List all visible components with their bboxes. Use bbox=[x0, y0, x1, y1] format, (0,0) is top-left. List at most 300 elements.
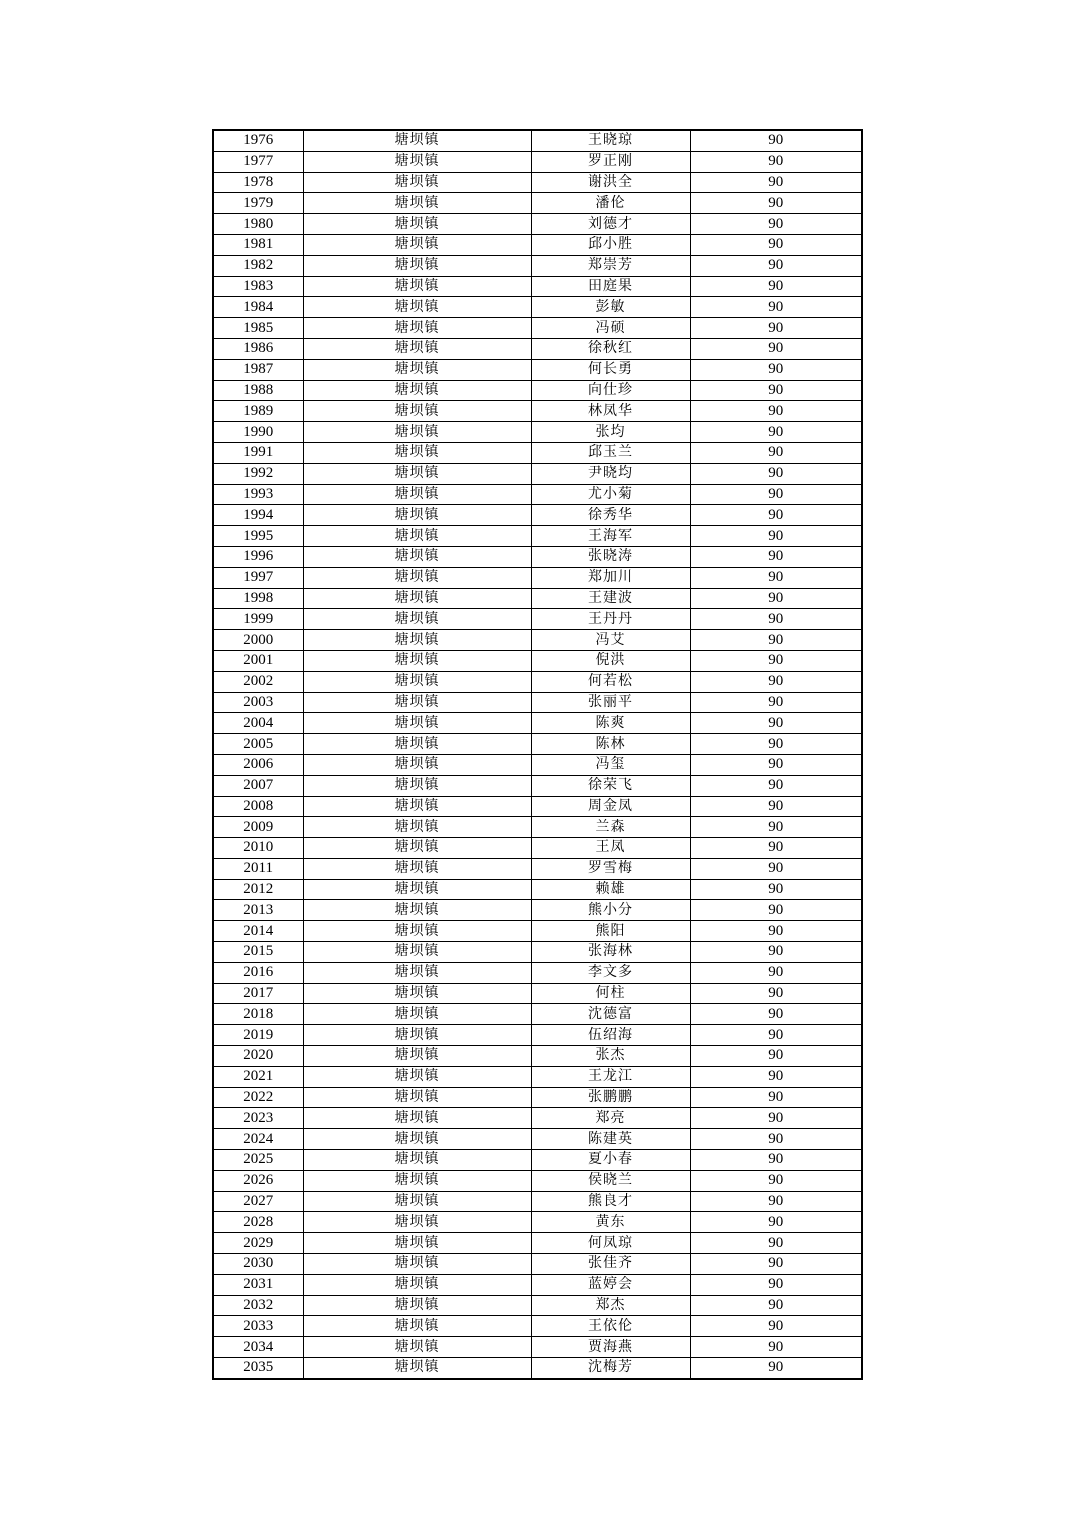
amount-cell: 90 bbox=[690, 130, 862, 151]
table-row bbox=[213, 900, 862, 921]
row-number-cell: 2033 bbox=[213, 1316, 303, 1337]
person-name-cell: 张佳齐 bbox=[531, 1254, 690, 1275]
amount-cell: 90 bbox=[690, 1358, 862, 1379]
table-row bbox=[213, 442, 862, 463]
person-name-cell: 向仕珍 bbox=[531, 380, 690, 401]
roster-table bbox=[212, 129, 863, 1380]
row-number-cell: 1993 bbox=[213, 484, 303, 505]
table-row bbox=[213, 858, 862, 879]
amount-cell: 90 bbox=[690, 1066, 862, 1087]
town-cell: 塘坝镇 bbox=[303, 1129, 531, 1150]
amount-cell: 90 bbox=[690, 775, 862, 796]
person-name-cell: 熊阳 bbox=[531, 921, 690, 942]
person-name-cell: 潘伦 bbox=[531, 193, 690, 214]
table-row bbox=[213, 172, 862, 193]
amount-cell: 90 bbox=[690, 692, 862, 713]
person-name-cell: 蓝婷会 bbox=[531, 1274, 690, 1295]
row-number-cell: 2002 bbox=[213, 671, 303, 692]
row-number-cell: 1998 bbox=[213, 588, 303, 609]
row-number-cell: 2032 bbox=[213, 1295, 303, 1316]
amount-cell: 90 bbox=[690, 838, 862, 859]
amount-cell: 90 bbox=[690, 338, 862, 359]
row-number-cell: 1991 bbox=[213, 442, 303, 463]
table-row bbox=[213, 942, 862, 963]
table-row bbox=[213, 713, 862, 734]
row-number-cell: 1982 bbox=[213, 255, 303, 276]
person-name-cell: 兰森 bbox=[531, 817, 690, 838]
row-number-cell: 2034 bbox=[213, 1337, 303, 1358]
table-row bbox=[213, 380, 862, 401]
amount-cell: 90 bbox=[690, 796, 862, 817]
person-name-cell: 田庭果 bbox=[531, 276, 690, 297]
row-number-cell: 2027 bbox=[213, 1191, 303, 1212]
row-number-cell: 2023 bbox=[213, 1108, 303, 1129]
row-number-cell: 1983 bbox=[213, 276, 303, 297]
person-name-cell: 陈建英 bbox=[531, 1129, 690, 1150]
amount-cell: 90 bbox=[690, 858, 862, 879]
amount-cell: 90 bbox=[690, 1087, 862, 1108]
amount-cell: 90 bbox=[690, 1150, 862, 1171]
table-row bbox=[213, 775, 862, 796]
row-number-cell: 2025 bbox=[213, 1150, 303, 1171]
row-number-cell: 1992 bbox=[213, 463, 303, 484]
amount-cell: 90 bbox=[690, 1295, 862, 1316]
table-row bbox=[213, 692, 862, 713]
town-cell: 塘坝镇 bbox=[303, 297, 531, 318]
amount-cell: 90 bbox=[690, 318, 862, 339]
table-row bbox=[213, 671, 862, 692]
table-row bbox=[213, 546, 862, 567]
town-cell: 塘坝镇 bbox=[303, 318, 531, 339]
amount-cell: 90 bbox=[690, 234, 862, 255]
table-row bbox=[213, 1108, 862, 1129]
amount-cell: 90 bbox=[690, 630, 862, 651]
row-number-cell: 2030 bbox=[213, 1254, 303, 1275]
amount-cell: 90 bbox=[690, 900, 862, 921]
table-row bbox=[213, 1316, 862, 1337]
row-number-cell: 1985 bbox=[213, 318, 303, 339]
person-name-cell: 张丽平 bbox=[531, 692, 690, 713]
town-cell: 塘坝镇 bbox=[303, 1191, 531, 1212]
town-cell: 塘坝镇 bbox=[303, 1212, 531, 1233]
row-number-cell: 1980 bbox=[213, 214, 303, 235]
person-name-cell: 熊小分 bbox=[531, 900, 690, 921]
row-number-cell: 1988 bbox=[213, 380, 303, 401]
row-number-cell: 2035 bbox=[213, 1358, 303, 1379]
amount-cell: 90 bbox=[690, 214, 862, 235]
table-row bbox=[213, 838, 862, 859]
table-row bbox=[213, 276, 862, 297]
row-number-cell: 1979 bbox=[213, 193, 303, 214]
amount-cell: 90 bbox=[690, 713, 862, 734]
person-name-cell: 熊良才 bbox=[531, 1191, 690, 1212]
amount-cell: 90 bbox=[690, 1337, 862, 1358]
table-row bbox=[213, 130, 862, 151]
amount-cell: 90 bbox=[690, 671, 862, 692]
table-row bbox=[213, 214, 862, 235]
row-number-cell: 2024 bbox=[213, 1129, 303, 1150]
table-row bbox=[213, 983, 862, 1004]
person-name-cell: 沈梅芳 bbox=[531, 1358, 690, 1379]
town-cell: 塘坝镇 bbox=[303, 338, 531, 359]
row-number-cell: 2014 bbox=[213, 921, 303, 942]
person-name-cell: 陈爽 bbox=[531, 713, 690, 734]
town-cell: 塘坝镇 bbox=[303, 359, 531, 380]
person-name-cell: 王建波 bbox=[531, 588, 690, 609]
town-cell: 塘坝镇 bbox=[303, 754, 531, 775]
person-name-cell: 张鹏鹏 bbox=[531, 1087, 690, 1108]
amount-cell: 90 bbox=[690, 921, 862, 942]
amount-cell: 90 bbox=[690, 1046, 862, 1067]
table-row bbox=[213, 484, 862, 505]
town-cell: 塘坝镇 bbox=[303, 422, 531, 443]
person-name-cell: 何长勇 bbox=[531, 359, 690, 380]
table-row bbox=[213, 1274, 862, 1295]
town-cell: 塘坝镇 bbox=[303, 484, 531, 505]
town-cell: 塘坝镇 bbox=[303, 630, 531, 651]
table-row bbox=[213, 734, 862, 755]
table-row bbox=[213, 1337, 862, 1358]
town-cell: 塘坝镇 bbox=[303, 962, 531, 983]
table-row bbox=[213, 1191, 862, 1212]
town-cell: 塘坝镇 bbox=[303, 151, 531, 172]
row-number-cell: 2021 bbox=[213, 1066, 303, 1087]
person-name-cell: 尤小菊 bbox=[531, 484, 690, 505]
town-cell: 塘坝镇 bbox=[303, 526, 531, 547]
row-number-cell: 2018 bbox=[213, 1004, 303, 1025]
row-number-cell: 2009 bbox=[213, 817, 303, 838]
table-row bbox=[213, 151, 862, 172]
person-name-cell: 何凤琼 bbox=[531, 1233, 690, 1254]
amount-cell: 90 bbox=[690, 650, 862, 671]
person-name-cell: 郑加川 bbox=[531, 567, 690, 588]
town-cell: 塘坝镇 bbox=[303, 1358, 531, 1379]
table-row bbox=[213, 567, 862, 588]
table-row bbox=[213, 338, 862, 359]
person-name-cell: 刘德才 bbox=[531, 214, 690, 235]
table-row bbox=[213, 318, 862, 339]
table-row bbox=[213, 422, 862, 443]
amount-cell: 90 bbox=[690, 1254, 862, 1275]
person-name-cell: 郑崇芳 bbox=[531, 255, 690, 276]
amount-cell: 90 bbox=[690, 442, 862, 463]
amount-cell: 90 bbox=[690, 255, 862, 276]
town-cell: 塘坝镇 bbox=[303, 214, 531, 235]
town-cell: 塘坝镇 bbox=[303, 1274, 531, 1295]
amount-cell: 90 bbox=[690, 193, 862, 214]
person-name-cell: 罗雪梅 bbox=[531, 858, 690, 879]
row-number-cell: 1989 bbox=[213, 401, 303, 422]
table-row bbox=[213, 359, 862, 380]
person-name-cell: 冯硕 bbox=[531, 318, 690, 339]
row-number-cell: 1978 bbox=[213, 172, 303, 193]
table-row bbox=[213, 401, 862, 422]
town-cell: 塘坝镇 bbox=[303, 234, 531, 255]
person-name-cell: 冯艾 bbox=[531, 630, 690, 651]
table-row bbox=[213, 962, 862, 983]
person-name-cell: 沈德富 bbox=[531, 1004, 690, 1025]
town-cell: 塘坝镇 bbox=[303, 588, 531, 609]
person-name-cell: 何若松 bbox=[531, 671, 690, 692]
amount-cell: 90 bbox=[690, 1274, 862, 1295]
town-cell: 塘坝镇 bbox=[303, 463, 531, 484]
row-number-cell: 2006 bbox=[213, 754, 303, 775]
roster-table-body bbox=[213, 130, 862, 1379]
person-name-cell: 罗正刚 bbox=[531, 151, 690, 172]
town-cell: 塘坝镇 bbox=[303, 817, 531, 838]
person-name-cell: 徐秋红 bbox=[531, 338, 690, 359]
person-name-cell: 郑杰 bbox=[531, 1295, 690, 1316]
row-number-cell: 2005 bbox=[213, 734, 303, 755]
town-cell: 塘坝镇 bbox=[303, 983, 531, 1004]
table-row bbox=[213, 1170, 862, 1191]
amount-cell: 90 bbox=[690, 484, 862, 505]
amount-cell: 90 bbox=[690, 609, 862, 630]
town-cell: 塘坝镇 bbox=[303, 671, 531, 692]
town-cell: 塘坝镇 bbox=[303, 734, 531, 755]
town-cell: 塘坝镇 bbox=[303, 546, 531, 567]
amount-cell: 90 bbox=[690, 546, 862, 567]
amount-cell: 90 bbox=[690, 422, 862, 443]
town-cell: 塘坝镇 bbox=[303, 713, 531, 734]
town-cell: 塘坝镇 bbox=[303, 692, 531, 713]
town-cell: 塘坝镇 bbox=[303, 1004, 531, 1025]
amount-cell: 90 bbox=[690, 1108, 862, 1129]
amount-cell: 90 bbox=[690, 297, 862, 318]
town-cell: 塘坝镇 bbox=[303, 172, 531, 193]
person-name-cell: 贾海燕 bbox=[531, 1337, 690, 1358]
table-row bbox=[213, 1295, 862, 1316]
amount-cell: 90 bbox=[690, 359, 862, 380]
row-number-cell: 1990 bbox=[213, 422, 303, 443]
amount-cell: 90 bbox=[690, 588, 862, 609]
town-cell: 塘坝镇 bbox=[303, 442, 531, 463]
row-number-cell: 2019 bbox=[213, 1025, 303, 1046]
table-row bbox=[213, 796, 862, 817]
row-number-cell: 1996 bbox=[213, 546, 303, 567]
amount-cell: 90 bbox=[690, 380, 862, 401]
row-number-cell: 1987 bbox=[213, 359, 303, 380]
amount-cell: 90 bbox=[690, 1316, 862, 1337]
town-cell: 塘坝镇 bbox=[303, 1170, 531, 1191]
town-cell: 塘坝镇 bbox=[303, 130, 531, 151]
person-name-cell: 王丹丹 bbox=[531, 609, 690, 630]
person-name-cell: 林凤华 bbox=[531, 401, 690, 422]
town-cell: 塘坝镇 bbox=[303, 1337, 531, 1358]
amount-cell: 90 bbox=[690, 734, 862, 755]
person-name-cell: 张杰 bbox=[531, 1046, 690, 1067]
person-name-cell: 张海林 bbox=[531, 942, 690, 963]
table-row bbox=[213, 1254, 862, 1275]
amount-cell: 90 bbox=[690, 505, 862, 526]
person-name-cell: 冯玺 bbox=[531, 754, 690, 775]
table-row bbox=[213, 255, 862, 276]
row-number-cell: 1986 bbox=[213, 338, 303, 359]
person-name-cell: 徐荣飞 bbox=[531, 775, 690, 796]
row-number-cell: 2026 bbox=[213, 1170, 303, 1191]
town-cell: 塘坝镇 bbox=[303, 879, 531, 900]
town-cell: 塘坝镇 bbox=[303, 1046, 531, 1067]
amount-cell: 90 bbox=[690, 401, 862, 422]
table-row bbox=[213, 505, 862, 526]
amount-cell: 90 bbox=[690, 1170, 862, 1191]
town-cell: 塘坝镇 bbox=[303, 1108, 531, 1129]
amount-cell: 90 bbox=[690, 1129, 862, 1150]
row-number-cell: 2001 bbox=[213, 650, 303, 671]
row-number-cell: 1984 bbox=[213, 297, 303, 318]
table-row bbox=[213, 921, 862, 942]
amount-cell: 90 bbox=[690, 276, 862, 297]
amount-cell: 90 bbox=[690, 817, 862, 838]
town-cell: 塘坝镇 bbox=[303, 401, 531, 422]
person-name-cell: 何柱 bbox=[531, 983, 690, 1004]
person-name-cell: 王晓琼 bbox=[531, 130, 690, 151]
table-row bbox=[213, 1046, 862, 1067]
town-cell: 塘坝镇 bbox=[303, 921, 531, 942]
town-cell: 塘坝镇 bbox=[303, 1295, 531, 1316]
town-cell: 塘坝镇 bbox=[303, 505, 531, 526]
person-name-cell: 伍绍海 bbox=[531, 1025, 690, 1046]
town-cell: 塘坝镇 bbox=[303, 1087, 531, 1108]
table-row bbox=[213, 526, 862, 547]
row-number-cell: 1994 bbox=[213, 505, 303, 526]
person-name-cell: 赖雄 bbox=[531, 879, 690, 900]
row-number-cell: 2012 bbox=[213, 879, 303, 900]
amount-cell: 90 bbox=[690, 1191, 862, 1212]
table-row bbox=[213, 1129, 862, 1150]
town-cell: 塘坝镇 bbox=[303, 1254, 531, 1275]
row-number-cell: 2028 bbox=[213, 1212, 303, 1233]
town-cell: 塘坝镇 bbox=[303, 1150, 531, 1171]
amount-cell: 90 bbox=[690, 879, 862, 900]
town-cell: 塘坝镇 bbox=[303, 1316, 531, 1337]
town-cell: 塘坝镇 bbox=[303, 1233, 531, 1254]
person-name-cell: 谢洪全 bbox=[531, 172, 690, 193]
amount-cell: 90 bbox=[690, 567, 862, 588]
town-cell: 塘坝镇 bbox=[303, 609, 531, 630]
table-row bbox=[213, 1066, 862, 1087]
row-number-cell: 1997 bbox=[213, 567, 303, 588]
table-row bbox=[213, 754, 862, 775]
amount-cell: 90 bbox=[690, 1212, 862, 1233]
amount-cell: 90 bbox=[690, 1233, 862, 1254]
row-number-cell: 2000 bbox=[213, 630, 303, 651]
row-number-cell: 1995 bbox=[213, 526, 303, 547]
town-cell: 塘坝镇 bbox=[303, 775, 531, 796]
town-cell: 塘坝镇 bbox=[303, 567, 531, 588]
amount-cell: 90 bbox=[690, 942, 862, 963]
amount-cell: 90 bbox=[690, 151, 862, 172]
person-name-cell: 徐秀华 bbox=[531, 505, 690, 526]
town-cell: 塘坝镇 bbox=[303, 942, 531, 963]
person-name-cell: 夏小春 bbox=[531, 1150, 690, 1171]
table-row bbox=[213, 1087, 862, 1108]
row-number-cell: 2003 bbox=[213, 692, 303, 713]
town-cell: 塘坝镇 bbox=[303, 276, 531, 297]
row-number-cell: 2015 bbox=[213, 942, 303, 963]
amount-cell: 90 bbox=[690, 962, 862, 983]
amount-cell: 90 bbox=[690, 463, 862, 484]
table-row bbox=[213, 463, 862, 484]
table-row bbox=[213, 879, 862, 900]
table-row bbox=[213, 234, 862, 255]
row-number-cell: 1977 bbox=[213, 151, 303, 172]
town-cell: 塘坝镇 bbox=[303, 900, 531, 921]
row-number-cell: 2016 bbox=[213, 962, 303, 983]
row-number-cell: 1999 bbox=[213, 609, 303, 630]
person-name-cell: 郑亮 bbox=[531, 1108, 690, 1129]
town-cell: 塘坝镇 bbox=[303, 193, 531, 214]
amount-cell: 90 bbox=[690, 526, 862, 547]
table-row bbox=[213, 1004, 862, 1025]
table-row bbox=[213, 609, 862, 630]
row-number-cell: 2029 bbox=[213, 1233, 303, 1254]
person-name-cell: 陈林 bbox=[531, 734, 690, 755]
table-row bbox=[213, 1233, 862, 1254]
amount-cell: 90 bbox=[690, 983, 862, 1004]
table-row bbox=[213, 650, 862, 671]
row-number-cell: 2013 bbox=[213, 900, 303, 921]
person-name-cell: 张均 bbox=[531, 422, 690, 443]
town-cell: 塘坝镇 bbox=[303, 1066, 531, 1087]
person-name-cell: 李文多 bbox=[531, 962, 690, 983]
table-row bbox=[213, 817, 862, 838]
row-number-cell: 1976 bbox=[213, 130, 303, 151]
row-number-cell: 2020 bbox=[213, 1046, 303, 1067]
table-row bbox=[213, 1025, 862, 1046]
row-number-cell: 2011 bbox=[213, 858, 303, 879]
person-name-cell: 周金凤 bbox=[531, 796, 690, 817]
row-number-cell: 2022 bbox=[213, 1087, 303, 1108]
person-name-cell: 邱小胜 bbox=[531, 234, 690, 255]
person-name-cell: 王依伦 bbox=[531, 1316, 690, 1337]
person-name-cell: 邱玉兰 bbox=[531, 442, 690, 463]
row-number-cell: 2008 bbox=[213, 796, 303, 817]
amount-cell: 90 bbox=[690, 172, 862, 193]
table-row bbox=[213, 588, 862, 609]
row-number-cell: 1981 bbox=[213, 234, 303, 255]
town-cell: 塘坝镇 bbox=[303, 796, 531, 817]
town-cell: 塘坝镇 bbox=[303, 650, 531, 671]
town-cell: 塘坝镇 bbox=[303, 255, 531, 276]
person-name-cell: 彭敏 bbox=[531, 297, 690, 318]
town-cell: 塘坝镇 bbox=[303, 858, 531, 879]
person-name-cell: 黄东 bbox=[531, 1212, 690, 1233]
row-number-cell: 2017 bbox=[213, 983, 303, 1004]
person-name-cell: 侯晓兰 bbox=[531, 1170, 690, 1191]
table-row bbox=[213, 193, 862, 214]
row-number-cell: 2010 bbox=[213, 838, 303, 859]
table-row bbox=[213, 1358, 862, 1379]
person-name-cell: 王海军 bbox=[531, 526, 690, 547]
row-number-cell: 2031 bbox=[213, 1274, 303, 1295]
amount-cell: 90 bbox=[690, 1004, 862, 1025]
town-cell: 塘坝镇 bbox=[303, 380, 531, 401]
table-row bbox=[213, 630, 862, 651]
person-name-cell: 王凤 bbox=[531, 838, 690, 859]
row-number-cell: 2007 bbox=[213, 775, 303, 796]
amount-cell: 90 bbox=[690, 754, 862, 775]
person-name-cell: 张晓涛 bbox=[531, 546, 690, 567]
person-name-cell: 尹晓均 bbox=[531, 463, 690, 484]
table-row bbox=[213, 1150, 862, 1171]
person-name-cell: 王龙江 bbox=[531, 1066, 690, 1087]
amount-cell: 90 bbox=[690, 1025, 862, 1046]
row-number-cell: 2004 bbox=[213, 713, 303, 734]
town-cell: 塘坝镇 bbox=[303, 1025, 531, 1046]
table-row bbox=[213, 1212, 862, 1233]
table-row bbox=[213, 297, 862, 318]
